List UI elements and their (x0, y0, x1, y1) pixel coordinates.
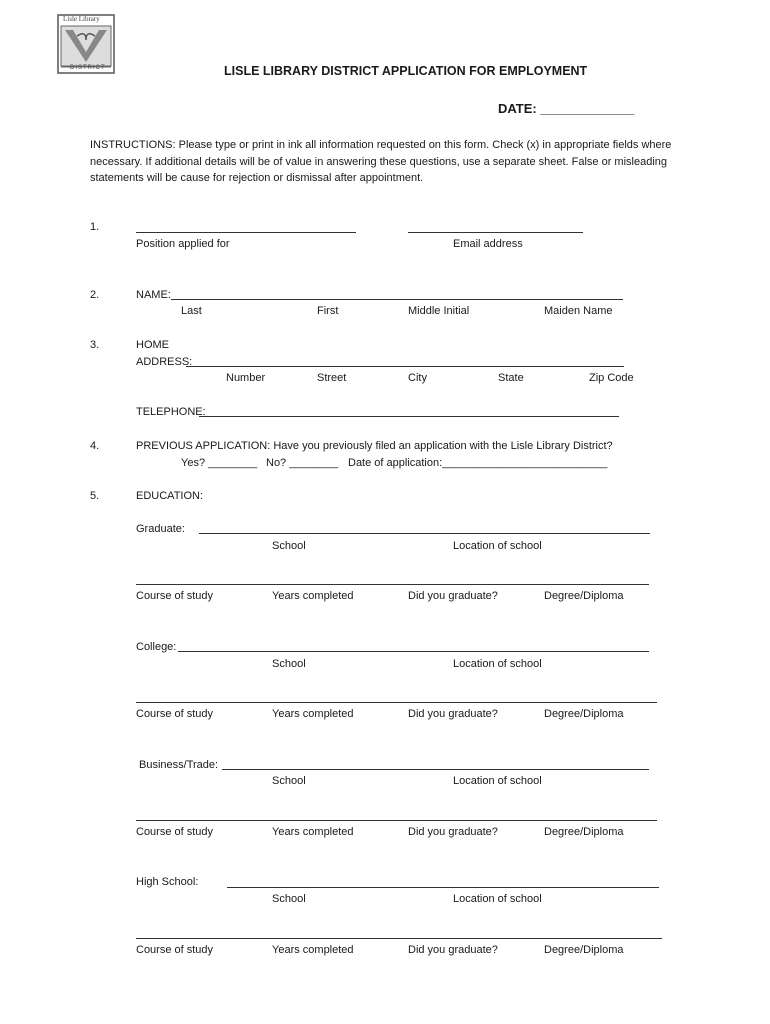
high-school-details-field[interactable] (136, 938, 662, 939)
telephone-field[interactable] (199, 416, 619, 417)
library-logo (57, 14, 115, 74)
yes-field[interactable]: Yes? ________ (181, 457, 258, 469)
date-field[interactable]: DATE: _____________ (498, 101, 635, 116)
state-label: State (498, 372, 524, 384)
name-field[interactable] (171, 299, 623, 300)
degree-label: Degree/Diploma (544, 944, 624, 956)
graduate-question-label: Did you graduate? (408, 826, 498, 838)
maiden-name-label: Maiden Name (544, 305, 613, 317)
location-label: Location of school (453, 893, 542, 905)
name-label: NAME: (136, 289, 171, 301)
location-label: Location of school (453, 775, 542, 787)
first-label: First (317, 305, 339, 317)
address-field[interactable] (186, 366, 624, 367)
section-5-number: 5. (90, 490, 100, 502)
city-label: City (408, 372, 427, 384)
previous-application-question: PREVIOUS APPLICATION: Have you previously filed an application with the Lisle Library District? (136, 440, 613, 452)
email-field[interactable] (408, 232, 583, 233)
section-3-number: 3. (90, 339, 100, 351)
no-field[interactable]: No? ________ (266, 457, 339, 469)
section-4-number: 4. (90, 440, 100, 452)
high-school-field[interactable] (227, 887, 659, 888)
years-label: Years completed (272, 590, 354, 602)
position-field[interactable] (136, 232, 356, 233)
college-school-field[interactable] (178, 651, 649, 652)
graduate-question-label: Did you graduate? (408, 944, 498, 956)
email-label: Email address (453, 238, 523, 250)
years-label: Years completed (272, 826, 354, 838)
home-label: HOME (136, 339, 169, 351)
course-label: Course of study (136, 708, 214, 720)
high-school-label: High School: (136, 876, 199, 888)
last-label: Last (181, 305, 202, 317)
telephone-label: TELEPHONE: (136, 406, 206, 418)
section-2-number: 2. (90, 289, 100, 301)
graduate-question-label: Did you graduate? (408, 708, 498, 720)
graduate-details-field[interactable] (136, 584, 649, 585)
graduate-school-field[interactable] (199, 533, 650, 534)
years-label: Years completed (272, 708, 354, 720)
number-label: Number (226, 372, 266, 384)
course-label: Course of study (136, 590, 214, 602)
date-of-application-field[interactable]: Date of application:___________________________ (348, 457, 608, 469)
college-details-field[interactable] (136, 702, 657, 703)
business-details-field[interactable] (136, 820, 657, 821)
business-school-field[interactable] (222, 769, 649, 770)
business-trade-label: Business/Trade: (139, 759, 219, 771)
page-title: LISLE LIBRARY DISTRICT APPLICATION FOR EMPLOYMENT (224, 64, 588, 78)
graduate-question-label: Did you graduate? (408, 590, 498, 602)
logo-text-top: Lisle Library (63, 15, 100, 23)
college-label: College: (136, 641, 177, 653)
location-label: Location of school (453, 540, 542, 552)
school-label: School (272, 658, 306, 670)
years-label: Years completed (272, 944, 354, 956)
degree-label: Degree/Diploma (544, 826, 624, 838)
address-label: ADDRESS: (136, 356, 193, 368)
street-label: Street (317, 372, 347, 384)
school-label: School (272, 893, 306, 905)
course-label: Course of study (136, 826, 214, 838)
graduate-label: Graduate: (136, 523, 185, 535)
section-1-number: 1. (90, 221, 100, 233)
degree-label: Degree/Diploma (544, 708, 624, 720)
location-label: Location of school (453, 658, 542, 670)
course-label: Course of study (136, 944, 214, 956)
position-label: Position applied for (136, 238, 230, 250)
education-label: EDUCATION: (136, 490, 204, 502)
school-label: School (272, 775, 306, 787)
middle-initial-label: Middle Initial (408, 305, 470, 317)
degree-label: Degree/Diploma (544, 590, 624, 602)
school-label: School (272, 540, 306, 552)
instructions: INSTRUCTIONS: Please type or print in ink all information requested on this form. Check (x) in appropriate fields where necessary. If additional details will be of value in answering these questions, use a separate sheet. False or misleading statements will be cause for rejection or dismissal after appointment. (90, 139, 672, 184)
zip-label: Zip Code (589, 372, 634, 384)
logo-text-bottom: DISTRICT (70, 65, 106, 71)
